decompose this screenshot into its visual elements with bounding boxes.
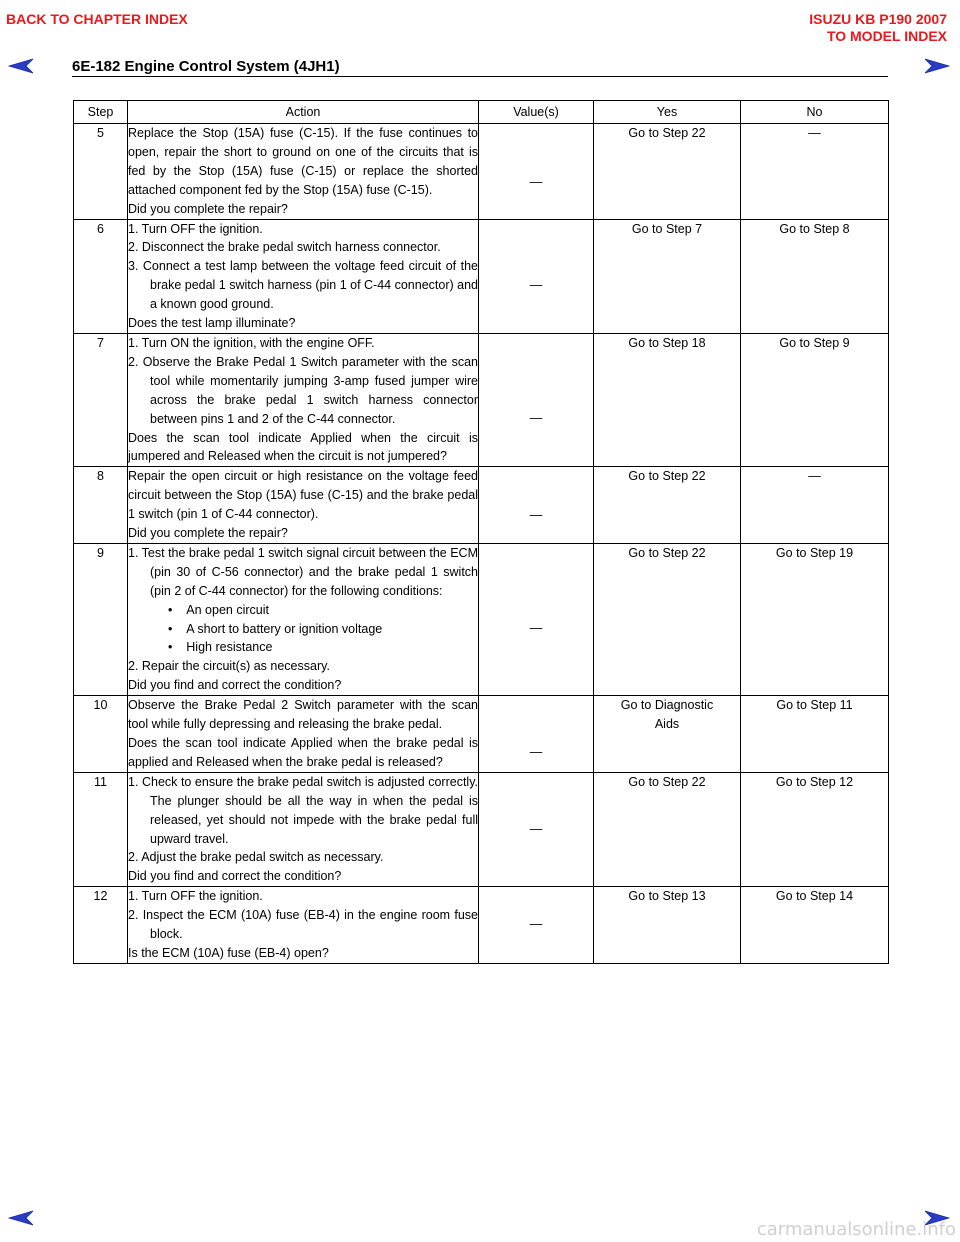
action-cell xyxy=(128,887,479,964)
model-title-link[interactable]: ISUZU KB P190 2007 xyxy=(809,11,947,27)
value-text: — xyxy=(529,917,543,932)
action-question: Does the test lamp illuminate? xyxy=(128,316,296,331)
condition-text: High resistance xyxy=(186,640,273,655)
no-cell: Go to Step 9 xyxy=(741,333,889,466)
action-cell xyxy=(128,333,479,466)
action-cell xyxy=(128,772,479,886)
value-text: — xyxy=(529,410,543,425)
action-item: 1. Turn OFF the ignition. xyxy=(128,221,263,236)
step-number: 10 xyxy=(74,696,128,773)
table-row xyxy=(74,124,889,220)
value-cell xyxy=(479,696,594,773)
table-row xyxy=(74,467,889,544)
table-row xyxy=(74,772,889,886)
no-cell: Go to Step 11 xyxy=(741,696,889,773)
action-question: Did you complete the repair? xyxy=(128,526,288,541)
step-number: 6 xyxy=(74,219,128,333)
table-row xyxy=(74,696,889,773)
step-number: 12 xyxy=(74,887,128,964)
no-cell: Go to Step 12 xyxy=(741,772,889,886)
yes-text-line2: Aids xyxy=(654,717,680,732)
action-item: 1. Test the brake pedal 1 switch signal circuit between the ECM (pin 30 of C-56 connector) and the brake pedal 1 switch (pin 2 of C-44 connector) for the following conditions: xyxy=(128,545,478,598)
previous-page-arrow-icon-bottom[interactable] xyxy=(8,1210,34,1226)
action-item: 2. Adjust the brake pedal switch as necessary. xyxy=(128,850,384,865)
step-number: 5 xyxy=(74,124,128,220)
value-text: — xyxy=(529,277,543,292)
action-item: 2. Inspect the ECM (10A) fuse (EB-4) in the engine room fuse block. xyxy=(128,908,478,942)
page-title: 6E-182 Engine Control System (4JH1) xyxy=(72,58,340,75)
action-text: Repair the open circuit or high resistance on the voltage feed circuit between the Stop (15A) fuse (C-15) and the brake pedal 1 switch (pin 1 of C-44 connector). xyxy=(128,469,478,522)
action-cell xyxy=(128,219,479,333)
bullet-icon: • xyxy=(168,602,187,617)
table-header-row xyxy=(74,101,889,124)
condition-bullet xyxy=(128,601,478,620)
model-index-block xyxy=(809,11,947,45)
value-text: — xyxy=(529,508,543,523)
no-cell: — xyxy=(741,467,889,544)
action-item: 3. Connect a test lamp between the voltage feed circuit of the brake pedal 1 switch harness (pin 1 of C-44 connector) and a known good ground. xyxy=(128,259,478,312)
action-item: 2. Disconnect the brake pedal switch harness connector. xyxy=(128,240,441,255)
bullet-icon: • xyxy=(168,621,187,636)
action-text: Observe the Brake Pedal 2 Switch parameter with the scan tool while fully depressing and releasing the brake pedal. xyxy=(128,698,478,732)
condition-bullet xyxy=(128,620,478,639)
yes-cell: Go to Step 22 xyxy=(594,124,741,220)
action-question: Did you find and correct the condition? xyxy=(128,869,342,884)
column-header-yes: Yes xyxy=(594,101,741,124)
value-cell xyxy=(479,219,594,333)
yes-cell xyxy=(594,696,741,773)
to-model-index-link[interactable]: TO MODEL INDEX xyxy=(826,28,947,44)
column-header-no: No xyxy=(741,101,889,124)
action-cell xyxy=(128,696,479,773)
yes-cell: Go to Step 18 xyxy=(594,333,741,466)
action-cell xyxy=(128,467,479,544)
condition-bullet xyxy=(128,638,478,657)
value-text: — xyxy=(529,620,543,635)
yes-cell: Go to Step 22 xyxy=(594,543,741,695)
value-cell xyxy=(479,124,594,220)
value-cell xyxy=(479,543,594,695)
value-text: — xyxy=(529,745,543,760)
table-row xyxy=(74,543,889,695)
action-item: 1. Check to ensure the brake pedal switch is adjusted correctly. The plunger should be all the way in when the pedal is released, yet should not impede with the brake pedal full upward travel. xyxy=(128,774,478,846)
bullet-icon: • xyxy=(168,640,187,655)
column-header-values: Value(s) xyxy=(479,101,594,124)
table-row xyxy=(74,887,889,964)
action-question: Is the ECM (10A) fuse (EB-4) open? xyxy=(128,945,329,960)
no-cell: Go to Step 19 xyxy=(741,543,889,695)
back-to-chapter-index-link[interactable]: BACK TO CHAPTER INDEX xyxy=(6,11,188,27)
condition-text: An open circuit xyxy=(186,602,269,617)
no-cell: Go to Step 14 xyxy=(741,887,889,964)
next-page-arrow-icon[interactable] xyxy=(924,58,950,74)
table-row xyxy=(74,333,889,466)
no-cell: — xyxy=(741,124,889,220)
action-item: 2. Repair the circuit(s) as necessary. xyxy=(128,659,330,674)
action-item: 1. Turn OFF the ignition. xyxy=(128,889,263,904)
action-cell xyxy=(128,124,479,220)
watermark-text: carmanualsonline.info xyxy=(756,1219,956,1240)
action-question: Does the scan tool indicate Applied when the circuit is jumpered and Released when the circuit is not jumpered? xyxy=(128,430,478,464)
yes-cell: Go to Step 22 xyxy=(594,772,741,886)
value-cell xyxy=(479,333,594,466)
no-cell: Go to Step 8 xyxy=(741,219,889,333)
step-number: 7 xyxy=(74,333,128,466)
yes-cell: Go to Step 13 xyxy=(594,887,741,964)
table-row xyxy=(74,219,889,333)
previous-page-arrow-icon[interactable] xyxy=(8,58,34,74)
step-number: 8 xyxy=(74,467,128,544)
action-text: Replace the Stop (15A) fuse (C-15). If the fuse continues to open, repair the short to ground on one of the circuits that is fed by the Stop (15A) fuse (C-15) or replace the shorted attached component fed by the Stop (15A) fuse (C-15). xyxy=(128,126,478,197)
value-cell xyxy=(479,887,594,964)
yes-cell: Go to Step 22 xyxy=(594,467,741,544)
yes-cell: Go to Step 7 xyxy=(594,219,741,333)
value-cell xyxy=(479,772,594,886)
action-question: Did you complete the repair? xyxy=(128,201,288,216)
header-divider xyxy=(72,76,888,77)
value-text: — xyxy=(529,175,543,189)
action-question: Did you find and correct the condition? xyxy=(128,678,342,693)
column-header-action: Action xyxy=(128,101,479,124)
action-item: 2. Observe the Brake Pedal 1 Switch parameter with the scan tool while momentarily jumping 3-amp fused jumper wire across the brake pedal 1 switch harness connector between pins 1 and 2 of the C-44 connector. xyxy=(128,354,478,426)
column-header-step: Step xyxy=(74,101,128,124)
value-text: — xyxy=(529,821,543,836)
action-item: 1. Turn ON the ignition, with the engine OFF. xyxy=(128,335,375,350)
step-number: 9 xyxy=(74,543,128,695)
diagnostic-procedure-table xyxy=(73,100,889,964)
step-number: 11 xyxy=(74,772,128,886)
yes-text-line1: Go to Diagnostic xyxy=(620,698,714,713)
action-question: Does the scan tool indicate Applied when the brake pedal is applied and Released when the brake pedal is released? xyxy=(128,736,478,769)
action-cell xyxy=(128,543,479,695)
condition-text: A short to battery or ignition voltage xyxy=(186,621,383,636)
value-cell xyxy=(479,467,594,544)
